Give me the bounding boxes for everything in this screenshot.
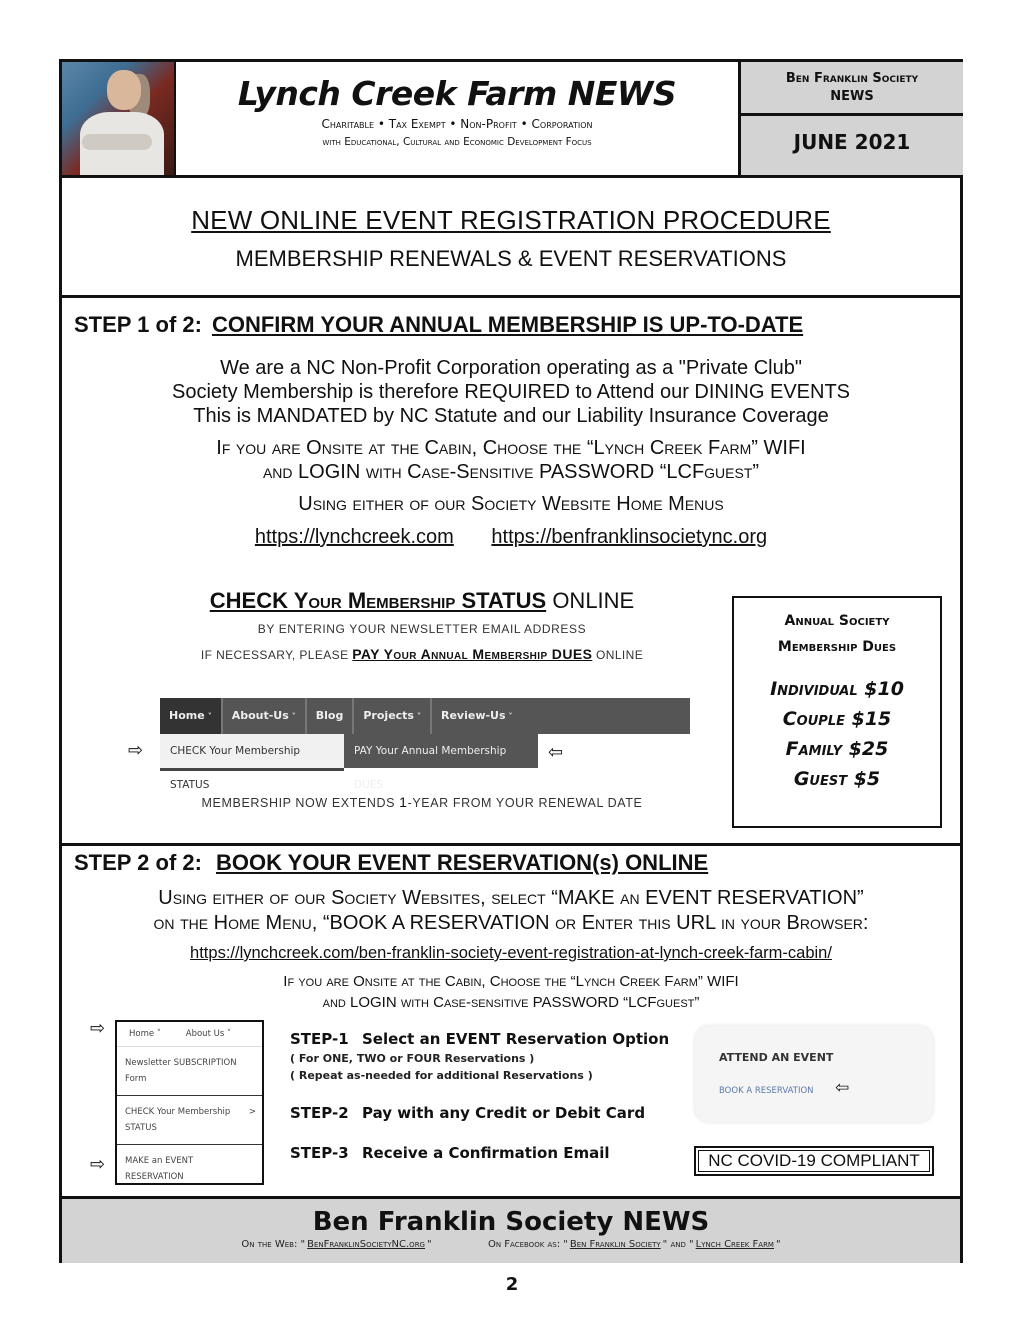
footer-facebook-bfs-link[interactable]: Ben Franklin Society <box>569 1239 661 1250</box>
dues-title: Annual Society Membership Dues <box>777 613 897 655</box>
menu-check-membership-status[interactable]: CHECK Your Membership STATUS > <box>117 1096 262 1145</box>
pay-dues-line: IF NECESSARY, PLEASE PAY Your Annual Membership DUES ONLINE <box>200 646 644 662</box>
dues-couple: Couple $15 <box>782 708 892 730</box>
step-1-heading: STEP 1 of 2: CONFIRM YOUR ANNUAL MEMBERSHIP IS UP-TO-DATE <box>74 312 804 337</box>
issue-date: JUNE 2021 <box>793 130 911 154</box>
step-1-section <box>62 298 960 846</box>
footer-links: On the Web: " BenFranklinSocietyNC.org " On Facebook as: " Ben Franklin Society " and " Lynch Creek Farm " <box>241 1239 781 1250</box>
nav-blog[interactable]: Blog <box>307 698 355 734</box>
dues-guest: Guest $5 <box>793 768 881 790</box>
newsletter-title: Lynch Creek Farm NEWS <box>237 74 677 113</box>
nav-review-us[interactable]: Review-Us ˅ <box>440 709 513 722</box>
nav-about-us[interactable]: About-Us ˅ <box>223 698 307 734</box>
reservation-instructions: Using either of our Society Websites, select “MAKE an EVENT RESERVATION” on the Home Menu, “BOOK A RESERVATION or Enter this URL in your Browser: <box>153 887 869 934</box>
registration-url-link[interactable]: https://lynchcreek.com/ben-franklin-society-event-registration-at-lynch-creek-farm-cabin/ <box>190 944 832 962</box>
reservation-step-1: STEP-1 Select an EVENT Reservation Option <box>290 1030 670 1048</box>
masthead <box>62 62 960 178</box>
arrow-right-icon: ⇨ <box>90 1154 106 1175</box>
section-title <box>62 175 960 298</box>
chevron-down-icon: ˅ <box>508 712 513 721</box>
attend-event-card <box>695 1026 933 1122</box>
book-reservation-link[interactable]: BOOK A RESERVATION <box>719 1086 814 1096</box>
renewal-note: MEMBERSHIP NOW EXTENDS 1-YEAR FROM YOUR RENEWAL DATE <box>201 794 643 810</box>
footer-web-link[interactable]: BenFranklinSocietyNC.org <box>307 1239 425 1250</box>
ben-franklin-portrait <box>62 62 176 175</box>
reservation-step-3: STEP-3 Receive a Confirmation Email <box>290 1144 610 1162</box>
reservation-steps: STEP-1 Select an EVENT Reservation Option ( For ONE, TWO or FOUR Reservations ) ( Repeat as-needed for additional Reservations ) STEP-2 Pay with any Credit or Debit Card STEP-3 Receive a Confirmation Email <box>290 1030 690 1162</box>
step-2-section <box>62 846 960 1196</box>
submenu-pay-membership-dues[interactable]: PAY Your Annual Membership DUES <box>344 734 538 768</box>
membership-requirement-text: We are a NC Non-Profit Corporation operating as a "Private Club" Society Membership is therefore REQUIRED to Attend our DINING EVENTS This is MANDATED by NC Statute and our Liability Insurance Coverage If you are Onsite at the Cabin, Choose the “Lynch Creek Farm” WIFI and LOGIN with Case-Sensitive PASSWORD “LCFguest” Using either of our Society Website Home Menus <box>171 357 851 515</box>
website-links <box>62 526 960 549</box>
covid-compliant-badge: NC COVID-19 COMPLIANT <box>694 1146 934 1176</box>
organization-focus: with Educational, Cultural and Economic Development Focus <box>322 136 592 148</box>
check-membership-block: CHECK Your Membership STATUS ONLINE BY ENTERING YOUR NEWSLETTER EMAIL ADDRESS IF NECESSARY, PLEASE PAY Your Annual Membership DUES ONLINE <box>122 588 722 662</box>
attend-event-title: ATTEND AN EVENT <box>719 1051 834 1064</box>
arrow-right-icon: ⇨ <box>128 740 144 761</box>
procedure-subheading: MEMBERSHIP RENEWALS & EVENT RESERVATIONS <box>235 246 787 271</box>
dues-individual: Individual $10 <box>770 678 904 700</box>
masthead-title-box <box>176 62 741 175</box>
chevron-down-icon: ˅ <box>416 712 421 721</box>
mobile-menu-screenshot <box>115 1020 264 1185</box>
footer-title: Ben Franklin Society NEWS <box>312 1207 710 1237</box>
pay-dues-link[interactable]: PAY Your Annual Membership DUES <box>352 646 593 662</box>
lynchcreek-link[interactable]: https://lynchcreek.com <box>254 526 454 548</box>
arrow-left-icon: ⇦ <box>835 1078 850 1098</box>
reservation-step-2: STEP-2 Pay with any Credit or Debit Card <box>290 1104 646 1122</box>
dues-list <box>734 674 940 794</box>
step-2-heading: STEP 2 of 2: BOOK YOUR EVENT RESERVATION(s) ONLINE <box>74 850 709 875</box>
arrow-left-icon: ⇦ <box>548 742 564 763</box>
benfranklinsociety-link[interactable]: https://benfranklinsocietync.org <box>491 526 768 548</box>
menu-top-row <box>117 1022 262 1047</box>
issue-sidebox <box>741 62 963 175</box>
menu-about-us[interactable]: About Us ˅ <box>185 1029 232 1039</box>
arrow-right-icon: ⇨ <box>90 1018 106 1039</box>
nav-projects[interactable]: Projects ˅ <box>354 698 432 734</box>
chevron-right-icon: > <box>248 1107 256 1117</box>
footer-banner <box>62 1196 960 1263</box>
footer-facebook-lcf-link[interactable]: Lynch Creek Farm <box>695 1239 774 1250</box>
dues-family: Family $25 <box>785 738 889 760</box>
chevron-down-icon: ˅ <box>207 712 212 721</box>
wifi-instructions: If you are Onsite at the Cabin, Choose the “Lynch Creek Farm” WIFI and LOGIN with Case-sensitive PASSWORD “LCFguest” <box>283 973 739 1011</box>
newsletter-page <box>59 59 963 1263</box>
membership-dues-box <box>732 596 942 828</box>
website-nav-bar <box>160 698 690 734</box>
nav-home[interactable]: Home ˅ <box>160 698 223 734</box>
page-number: 2 <box>505 1274 519 1295</box>
society-news-label: Ben Franklin Society NEWS <box>741 62 963 116</box>
submenu-check-membership-status[interactable]: CHECK Your Membership STATUS <box>160 734 344 771</box>
menu-make-event-reservation[interactable]: MAKE an EVENT RESERVATION <box>125 1156 194 1182</box>
chevron-down-icon: ˅ <box>291 712 296 721</box>
organization-descriptor: Charitable • Tax Exempt • Non-Profit • Corporation <box>321 117 593 131</box>
check-status-heading: CHECK Your Membership STATUS ONLINE <box>209 588 635 613</box>
menu-newsletter-subscription[interactable]: Newsletter SUBSCRIPTION Form <box>117 1047 262 1096</box>
procedure-heading: NEW ONLINE EVENT REGISTRATION PROCEDURE <box>191 205 831 235</box>
menu-home[interactable]: Home ˅ <box>129 1029 162 1039</box>
